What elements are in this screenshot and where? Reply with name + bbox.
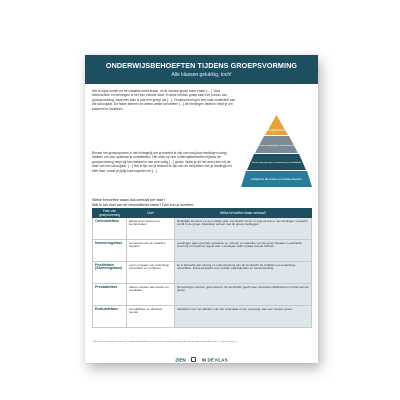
goal-cell: Leren omgaan met onderlinge verschillen en conflicten xyxy=(127,262,175,284)
need-cell: Duidelijke structuur en een veilige plek. Leerkracht stuurt en legt uit wat er van leerlingen verwacht wordt in de groep. Afspraken samen met de groep vastleggen. xyxy=(175,218,312,240)
pyramid-label-1: Doelgerichtheid xyxy=(266,128,287,132)
table-row xyxy=(93,240,312,262)
need-cell: Leerlingen gaan grenzen opzoeken en normen en waarden van de groep bepalen. Leerkracht stuurt bij en houdt de regels vast. Leerlingen willen graag invloed hebben. xyxy=(175,240,312,262)
phase-cell: Normeringsfase xyxy=(93,240,127,262)
page-title: ONDERWIJSBEHOEFTEN TIJDENS GROEPSVORMING xyxy=(105,61,298,70)
need-cell: Er is behoefte aan sturing en ondersteuning van de leerkracht bij conflicten en onderlinge verschillen. Extra aandacht voor sociale vaardigheden en samenwerking. xyxy=(175,262,312,284)
phase-cell: Evaluatiefase xyxy=(93,306,127,328)
body-paragraph: Binnen het groepsproces is het belangrijk om je bewust te zijn van wat jouw leerlingen nodig hebben om zich optimaal te ontwikkelen. Het zicht op hun onderwijsbehoeften tijdens de groepsvorming helpt bij het realiseren van een veilig […] groep. Waar je dit het eerst ziet: bij de start van het schooljaar. […] Het is fijn om je bewust te zijn van de behoeften van je leerlingen in elke fase, zodat je tijdig kunt inspelen en [...]. xyxy=(92,151,233,173)
goal-cell: Samen werken aan doelen en resultaten xyxy=(127,284,175,306)
need-cell: Aandacht voor het afsluiten van het schooljaar en de overgang naar een nieuwe groep. xyxy=(175,306,312,328)
page-subtitle: Alle klassen gelukkig, toch! xyxy=(171,72,232,78)
phases-table xyxy=(92,208,312,328)
pyramid-label-4: Veiligheid als basis en basisbehoeften xyxy=(251,177,302,181)
needs-pyramid xyxy=(240,113,313,193)
table-row xyxy=(93,262,312,284)
header-phase: Fase van groepsvorming xyxy=(93,209,127,218)
need-cell: De leerlingen werken goed samen. De leerkracht geeft meer verantwoordelijkheid en ruimte aan de groep. xyxy=(175,284,312,306)
header-banner xyxy=(85,55,318,84)
phase-cell: Prestatiefase xyxy=(93,284,127,306)
handout-page xyxy=(85,55,318,363)
pyramid-level-1 xyxy=(265,115,288,135)
brand-logo xyxy=(85,351,318,361)
intro-paragraph: Het is bijna zomer en de vakantie komt eraan, of de nieuwe groep komt eraan […]. Voor leerkrachten en leerlingen is het een nieuwe start. In deze nieuwe groep start het proces van groepsvorming, want een klas is pas een groep als […]. Groepsvorming is een vast onderdeel van elk schooljaar. De fasen kennen en weten welke behoeften […] de leerlingen hebben helpt je om passend te handelen. xyxy=(92,89,236,111)
goal-cell: Elkaar leren kennen en kennismaken xyxy=(127,218,175,240)
goal-cell: Groepsnormen en waarden bepalen xyxy=(127,240,175,262)
phase-cell: Oriëntatiefase xyxy=(93,218,127,240)
phase-cell: Positiefase (Stormingsfase) xyxy=(93,262,127,284)
goal-cell: Terugblikken en afscheid nemen xyxy=(127,306,175,328)
pyramid-label-2: Sociale verbondenheid en effectief onderwijs xyxy=(258,145,295,147)
logo-text-right: IN DE KLAS xyxy=(201,357,228,363)
table-row xyxy=(93,306,312,328)
header-need: Welke behoeften staan centraal? xyxy=(175,209,312,218)
question-text: Welke behoeften staan dus centraal per fase? Wat is het doel van de verschillende fasen? Dan kun je inzetten: xyxy=(92,198,194,207)
table-row xyxy=(93,218,312,240)
header-goal: Doel xyxy=(127,209,175,218)
pyramid-label-3: Sociale omgangsregels / samenwerking en duidelijkheid xyxy=(251,162,302,164)
table-row xyxy=(93,284,312,306)
logo-mark-icon xyxy=(191,357,196,362)
footnote: * Het doel is om dit plan te zien als [...] onderwijsbehoeften van de groep in de groepsvorming. Het kan zijn dat je bepaalde fasen [...] van de groep [...]. xyxy=(92,341,239,343)
logo-text-left: ZIEN xyxy=(175,357,186,363)
